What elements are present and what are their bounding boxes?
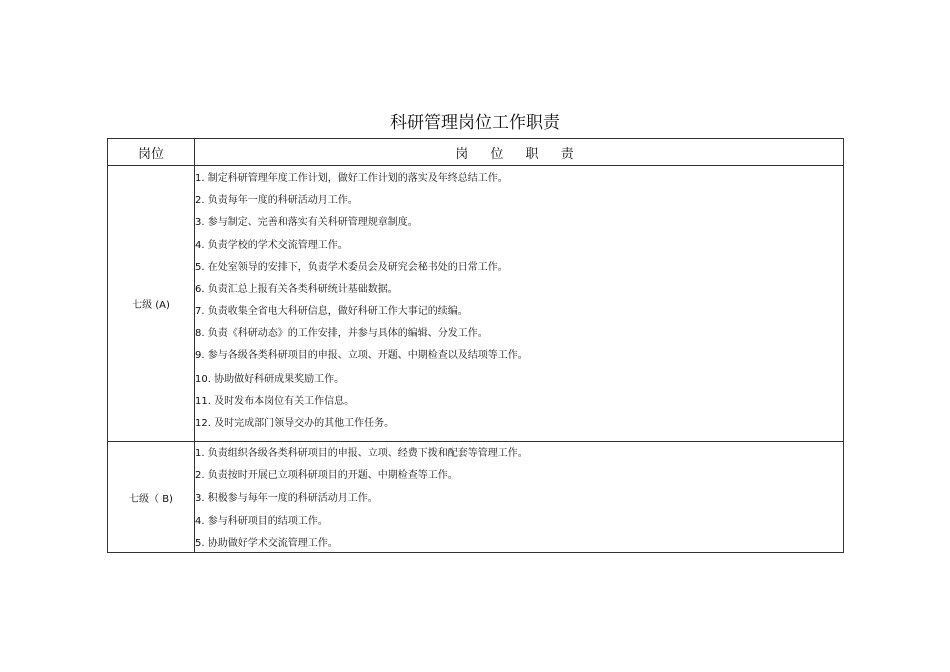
list-item: 12. 及时完成部门领导交办的其他工作任务。: [195, 418, 395, 429]
level-cell: 七级（ B): [108, 442, 195, 553]
list-item: 6. 负责汇总上报有关各类科研统计基础数据。: [195, 284, 398, 295]
header-position: 岗位: [108, 139, 195, 166]
list-item: 5. 在处室领导的安排下，负责学术委员会及研究会秘书处的日常工作。: [195, 262, 508, 273]
table-row-level-b: [108, 442, 844, 553]
list-item: 1. 负责组织各级各类科研项目的申报、立项、经费下拨和配套等管理工作。: [195, 448, 528, 459]
level-cell: 七级 (A): [108, 166, 195, 442]
list-item: 8. 负责《科研动态》的工作安排，并参与具体的编辑、分发工作。: [195, 328, 488, 339]
list-item: 1. 制定科研管理年度工作计划，做好工作计划的落实及年终总结工作。: [195, 173, 508, 184]
list-item: 11. 及时发布本岗位有关工作信息。: [195, 396, 355, 407]
duties-list-cell: [195, 166, 844, 442]
list-item: 10. 协助做好科研成果奖励工作。: [195, 374, 345, 385]
duties-table: [107, 138, 844, 553]
list-item: 2. 负责按时开展已立项科研项目的开题、中期检查等工作。: [195, 470, 458, 481]
list-item: 3. 参与制定、完善和落实有关科研管理规章制度。: [195, 217, 418, 228]
list-item: 4. 参与科研项目的结项工作。: [195, 516, 328, 527]
list-item: 3. 积极参与每年一度的科研活动月工作。: [195, 493, 378, 504]
header-duties: 岗 位 职 责: [195, 139, 844, 166]
list-item: 9. 参与各级各类科研项目的申报、立项、开题、中期检查以及结项等工作。: [195, 350, 528, 361]
table-row-level-a: [108, 166, 844, 442]
table-header-row: [108, 139, 844, 166]
document-title: 科研管理岗位工作职责: [390, 113, 560, 133]
list-item: 5. 协助做好学术交流管理工作。: [195, 538, 338, 549]
duties-list-cell: [195, 442, 844, 553]
list-item: 2. 负责每年一度的科研活动月工作。: [195, 195, 358, 206]
list-item: 4. 负责学校的学术交流管理工作。: [195, 240, 348, 251]
list-item: 7. 负责收集全省电大科研信息，做好科研工作大事记的续编。: [195, 306, 468, 317]
